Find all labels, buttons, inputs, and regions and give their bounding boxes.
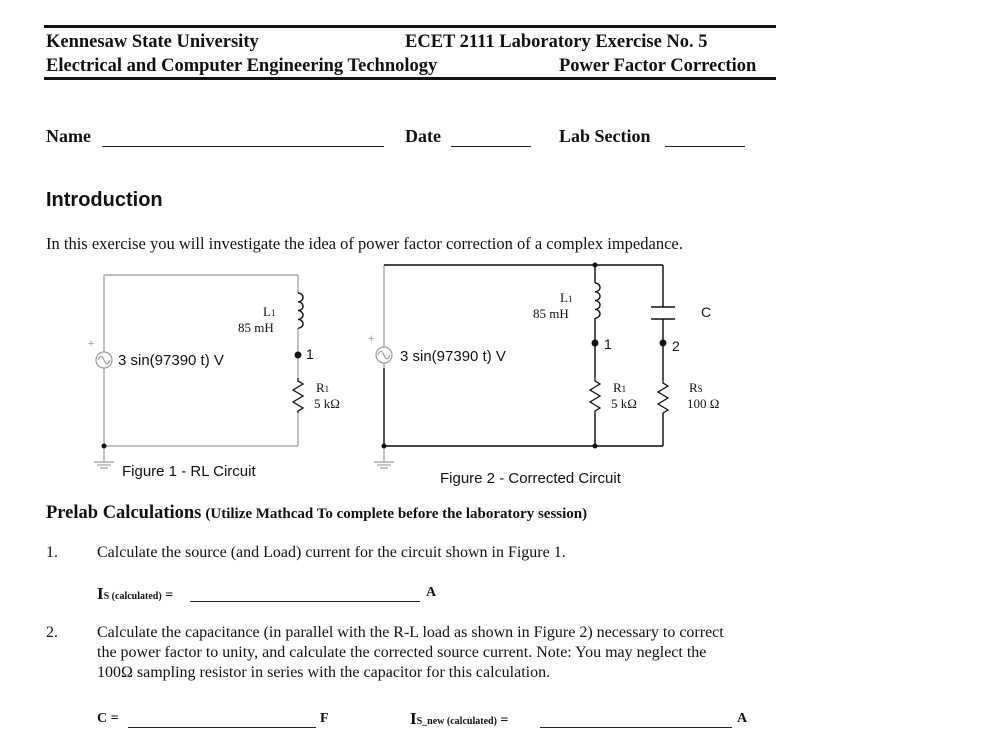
figure1-resistor-name: R1 [316, 380, 330, 395]
capacitance-field[interactable] [128, 727, 316, 728]
figure2-source-label: 3 sin(97390 t) V [400, 348, 506, 365]
capacitance-unit: F [320, 711, 329, 726]
date-label: Date [405, 126, 441, 146]
svg-text:+: + [88, 338, 95, 350]
figure2-bottom-junction [593, 444, 598, 449]
prelab-item-2-line-1: Calculate the capacitance (in parallel with the R-L load as shown in Figure 2) necessary to correct [97, 624, 724, 641]
figure2-node1-label: 1 [604, 336, 612, 352]
figure2-top-junction [593, 263, 598, 268]
svg-text:+: + [368, 333, 375, 345]
prelab-heading: Prelab Calculations (Utilize Mathcad To complete before the laboratory session) [46, 503, 588, 523]
figure1-node-label: 1 [306, 346, 314, 362]
figure2-resistor-r1-zigzag [590, 378, 600, 413]
figure2-capacitor-label: C [701, 304, 712, 320]
figure2-ground-junction [382, 444, 387, 449]
figure1-inductor-name: L1 [263, 304, 276, 319]
introduction-text: In this exercise you will investigate the idea of power factor correction of a complex impedance. [46, 234, 683, 253]
lab-section-label: Lab Section [559, 126, 651, 146]
figure2-node1-dot [592, 340, 599, 347]
figure2-resistor-rs-name: RS [689, 380, 703, 395]
prelab-item-2-line-2: the power factor to unity, and calculate the corrected source current. Note: You may neglect the [97, 644, 707, 661]
figure2-inductor-name: L1 [560, 290, 573, 305]
department-name: Electrical and Computer Engineering Technology [46, 56, 438, 76]
figure2-inductor-value: 85 mH [533, 306, 569, 321]
capacitance-label: C = [97, 711, 119, 726]
is-new-calculated-field[interactable] [540, 727, 732, 728]
figure2-capacitor-plates [651, 307, 675, 319]
prelab-item-2-number: 2. [46, 624, 58, 641]
figure2-resistor-r1-name: R1 [613, 380, 627, 395]
course-lab-title: ECET 2111 Laboratory Exercise No. 5 [405, 32, 708, 52]
prelab-item-2-line-3: 100Ω sampling resistor in series with the capacitor for this calculation. [97, 664, 551, 681]
figure1-caption: Figure 1 - RL Circuit [122, 463, 256, 480]
figure2-caption: Figure 2 - Corrected Circuit [440, 470, 621, 487]
figure1-source-label: 3 sin(97390 t) V [118, 352, 224, 369]
figure2-ground-symbol [374, 462, 394, 468]
prelab-item-1-number: 1. [46, 544, 58, 561]
figure2-resistor-rs-zigzag [658, 380, 668, 413]
is-calculated-field[interactable] [190, 601, 420, 602]
introduction-heading: Introduction [46, 189, 163, 211]
figure2-node2-dot [660, 340, 667, 347]
name-label: Name [46, 126, 91, 146]
is-calculated-label: IS (calculated) = [97, 584, 174, 603]
figure2-node2-label: 2 [672, 338, 680, 354]
university-name: Kennesaw State University [46, 32, 259, 52]
figure1-inductor-value: 85 mH [238, 320, 274, 335]
figure2-resistor-r1-value: 5 kΩ [611, 396, 637, 411]
figure2-inductor-coil [587, 283, 603, 318]
is-calculated-unit: A [426, 585, 437, 600]
figure1-resistor-value: 5 kΩ [314, 396, 340, 411]
figure2-resistor-rs-value: 100 Ω [687, 396, 720, 411]
is-new-calculated-unit: A [737, 711, 748, 726]
is-new-calculated-label: IS_new (calculated) = [410, 709, 509, 728]
figure2-ac-source [368, 333, 392, 363]
prelab-item-1-text: Calculate the source (and Load) current for the circuit shown in Figure 1. [97, 544, 566, 561]
lab-title: Power Factor Correction [559, 56, 757, 76]
